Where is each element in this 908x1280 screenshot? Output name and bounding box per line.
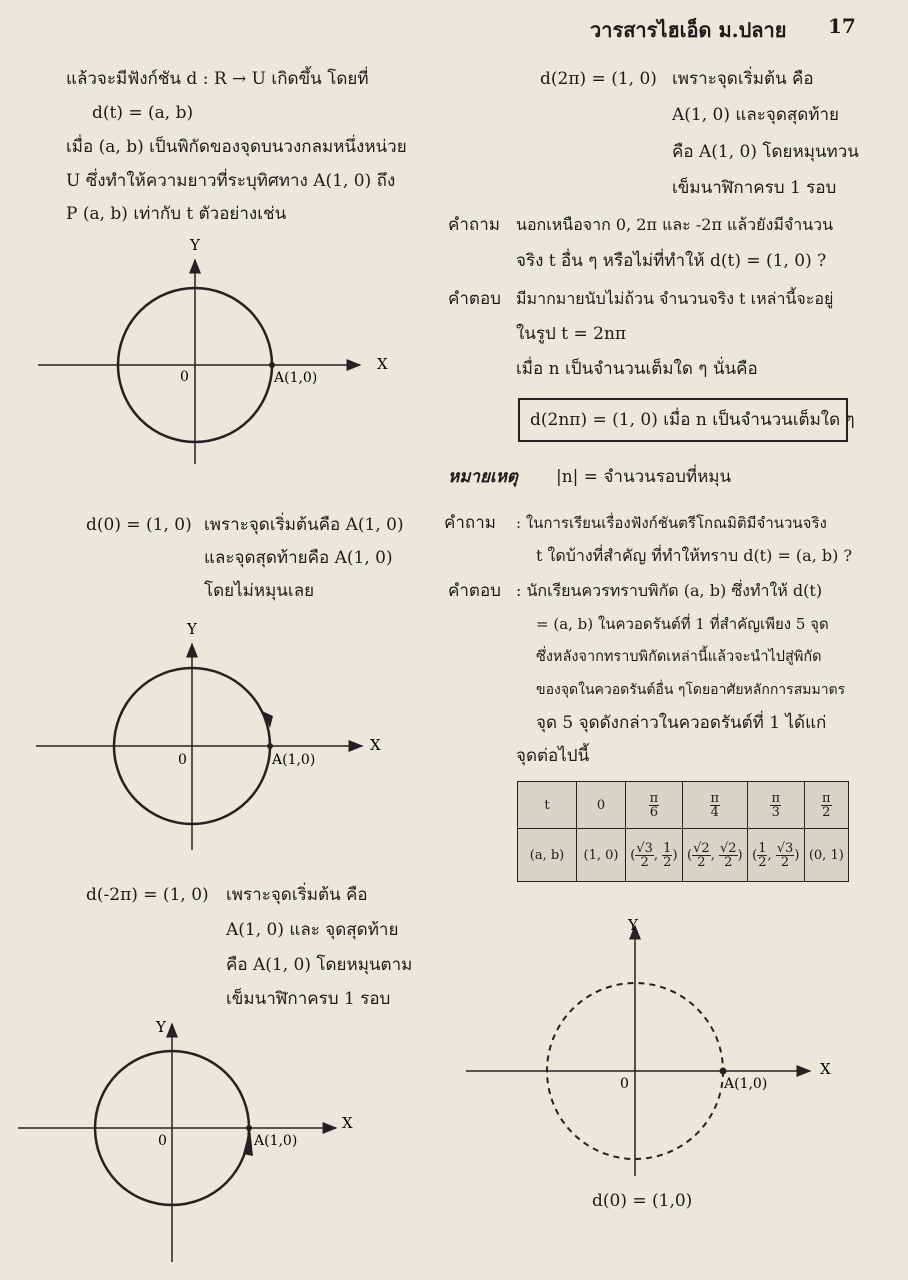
question-2-line-2: t ใดบ้างที่สำคัญ ที่ทำให้ทราบ d(t) = (a, b) ? bbox=[536, 546, 853, 565]
d2pi-line-3: คือ A(1, 0) โดยหมุนทวน bbox=[672, 142, 859, 162]
point-a-label: A(1,0) bbox=[272, 752, 316, 768]
question-2-line-1: : ในการเรียนเรื่องฟังก์ชันตรีโกณมิติมีจำนวนจริง bbox=[516, 514, 827, 532]
table-cell: $\frac{\pi}{2}$ bbox=[804, 782, 848, 829]
origin-label: 0 bbox=[620, 1076, 629, 1092]
answer-2-line-3: ซึ่งหลังจากทราบพิกัดเหล่านี้แล้วจะนำไปสู่พิกัด bbox=[536, 649, 822, 665]
table-cell: $\frac{\pi}{3}$ bbox=[747, 782, 804, 829]
table-cell: ( $\frac{1}{2}$ , $\frac{√3}{2}$ ) bbox=[747, 829, 804, 882]
answer-1-line-2: ในรูป t = 2nπ bbox=[516, 324, 627, 344]
intro-line-4: U ซึ่งทำให้ความยาวที่ระบุทิศทาง A(1, 0) ถึง bbox=[66, 171, 396, 191]
dneg2pi-equation: d(-2π) = (1, 0) bbox=[86, 885, 209, 905]
x-axis-label: X bbox=[370, 736, 381, 754]
special-values-table bbox=[517, 781, 849, 882]
intro-line-3: เมื่อ (a, b) เป็นพิกัดของจุดบนวงกลมหนึ่งหน่วย bbox=[66, 137, 407, 157]
d0-line-1: เพราะจุดเริ่มต้นคือ A(1, 0) bbox=[204, 515, 404, 535]
intro-line-1: แล้วจะมีฟังก์ชัน d : R → U เกิดขึ้น โดยที่ bbox=[66, 69, 369, 89]
point-a-label: A(1,0) bbox=[254, 1133, 298, 1149]
answer-2-line-1: : นักเรียนควรทราบพิกัด (a, b) ซึ่งทำให้ d(t) bbox=[516, 581, 823, 600]
d0-equation: d(0) = (1, 0) bbox=[86, 515, 192, 535]
y-axis-label: Y bbox=[628, 916, 638, 934]
d2pi-line-4: เข็มนาฬิกาครบ 1 รอบ bbox=[672, 178, 837, 198]
answer-2-line-2: = (a, b) ในควอดรันต์ที่ 1 ที่สำคัญเพียง 5 จุด bbox=[536, 615, 829, 633]
table-cell: 0 bbox=[577, 782, 626, 829]
dneg2pi-line-4: เข็มนาฬิกาครบ 1 รอบ bbox=[226, 989, 391, 1009]
d0-line-3: โดยไม่หมุนเลย bbox=[204, 581, 315, 601]
diagram-caption: d(0) = (1,0) bbox=[592, 1191, 693, 1211]
intro-line-2: d(t) = (a, b) bbox=[92, 103, 194, 123]
x-axis-label: X bbox=[820, 1060, 831, 1078]
answer-2-line-5: จุด 5 จุดดังกล่าวในควอดรันต์ที่ 1 ได้แก่ bbox=[536, 713, 827, 733]
origin-label: 0 bbox=[158, 1133, 167, 1149]
point-a-label: A(1,0) bbox=[274, 370, 318, 386]
intro-line-5: P (a, b) เท่ากับ t ตัวอย่างเช่น bbox=[66, 204, 287, 224]
table-cell: ( $\frac{√3}{2}$ , $\frac{1}{2}$ ) bbox=[626, 829, 683, 882]
table-cell: $\frac{\pi}{4}$ bbox=[682, 782, 747, 829]
table-row bbox=[518, 782, 849, 829]
dneg2pi-line-2: A(1, 0) และ จุดสุดท้าย bbox=[226, 920, 399, 940]
question-1-line-2: จริง t อื่น ๆ หรือไม่ที่ทำให้ d(t) = (1, 0) ? bbox=[516, 251, 827, 271]
dneg2pi-line-1: เพราะจุดเริ่มต้น คือ bbox=[226, 885, 368, 905]
origin-label: 0 bbox=[178, 752, 187, 768]
answer-1-line-1: มีมากมายนับไม่ถ้วน จำนวนจริง t เหล่านี้จะอยู่ bbox=[516, 289, 834, 308]
table-cell: ( $\frac{√2}{2}$ , $\frac{√2}{2}$ ) bbox=[682, 829, 747, 882]
d2pi-equation: d(2π) = (1, 0) bbox=[540, 69, 657, 89]
table-cell: $\frac{\pi}{6}$ bbox=[626, 782, 683, 829]
d2pi-line-1: เพราะจุดเริ่มต้น คือ bbox=[672, 69, 814, 89]
boxed-result: d(2nπ) = (1, 0) เมื่อ n เป็นจำนวนเต็มใด ๆ bbox=[518, 398, 848, 442]
question-1-line-1: นอกเหนือจาก 0, 2π และ -2π แล้วยังมีจำนวน bbox=[516, 215, 834, 234]
origin-label: 0 bbox=[180, 369, 189, 385]
answer-1-line-3: เมื่อ n เป็นจำนวนเต็มใด ๆ นั่นคือ bbox=[516, 359, 758, 379]
journal-title: วารสารไฮเอ็ด ม.ปลาย bbox=[590, 18, 787, 42]
d2pi-line-2: A(1, 0) และจุดสุดท้าย bbox=[672, 105, 840, 125]
dneg2pi-line-3: คือ A(1, 0) โดยหมุนตาม bbox=[226, 955, 413, 975]
table-cell: (1, 0) bbox=[577, 829, 626, 882]
x-axis-label: X bbox=[342, 1114, 353, 1132]
unit-circle-diagram-4 bbox=[460, 908, 850, 1178]
unit-circle-diagram-1 bbox=[30, 232, 410, 472]
table-row bbox=[518, 829, 849, 882]
answer-2-label: คำตอบ bbox=[448, 581, 501, 601]
table-cell: (a, b) bbox=[518, 829, 577, 882]
table-cell: t bbox=[518, 782, 577, 829]
d0-line-2: และจุดสุดท้ายคือ A(1, 0) bbox=[204, 548, 393, 568]
point-a-label: A(1,0) bbox=[724, 1076, 768, 1092]
unit-circle-diagram-3 bbox=[14, 1014, 374, 1264]
note-text: |n| = จำนวนรอบที่หมุน bbox=[556, 467, 732, 487]
table-cell: (0, 1) bbox=[804, 829, 848, 882]
question-2-label: คำถาม bbox=[444, 513, 496, 533]
question-1-label: คำถาม bbox=[448, 215, 500, 235]
answer-2-line-6: จุดต่อไปนี้ bbox=[516, 746, 590, 766]
page-number: 17 bbox=[828, 14, 856, 38]
unit-circle-diagram-2 bbox=[30, 618, 410, 858]
y-axis-label: Y bbox=[190, 236, 200, 254]
y-axis-label: Y bbox=[156, 1018, 166, 1036]
answer-2-line-4: ของจุดในควอดรันต์อื่น ๆโดยอาศัยหลักการสมมาตร bbox=[536, 682, 846, 698]
answer-1-label: คำตอบ bbox=[448, 289, 501, 309]
x-axis-label: X bbox=[377, 355, 388, 373]
note-label: หมายเหตุ bbox=[448, 467, 518, 487]
y-axis-label: Y bbox=[187, 620, 197, 638]
